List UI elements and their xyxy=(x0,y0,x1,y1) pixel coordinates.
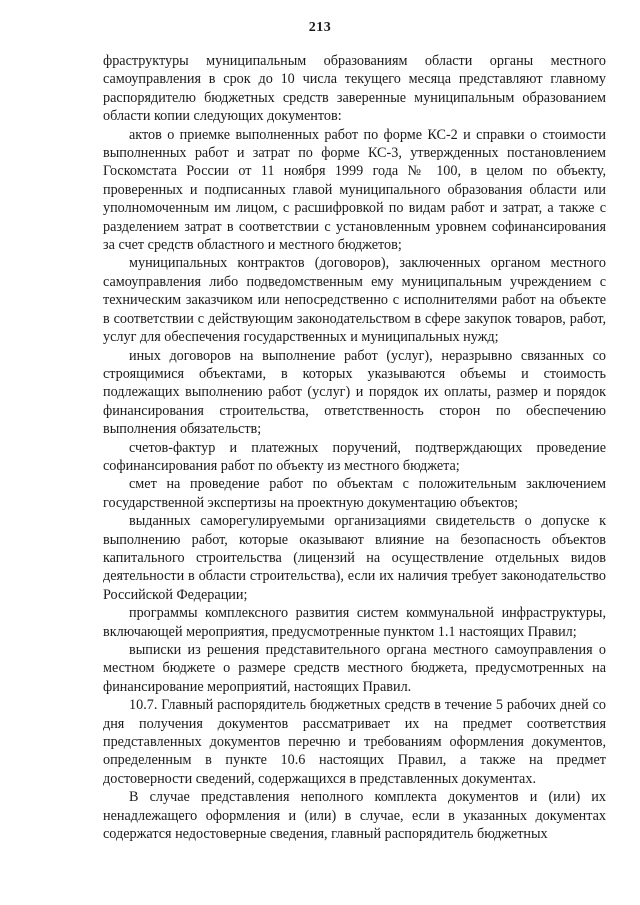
paragraph-10-7: 10.7. Главный распорядитель бюджетных средств в течение 5 рабочих дней со дня получения документов рассматривает их на предмет соответствия представленных документов перечню и требованиям оформления документов, определенным в пункте 10.6 настоящих Правил, а также на предмет достоверности сведений, содержащихся в представленных документах. xyxy=(103,697,606,787)
paragraph-acts-ks2: актов о приемке выполненных работ по форме КС-2 и справки о стоимости выполненных работ и затрат по форме КС-3, утвержденных постановлением Госкомстата России от 11 ноября 1999 года № 100, в целом по объекту, проверенных и подписанных главой муниципального образования области или уполномоченным им лицом, с расшифровкой по видам работ и затрат, а также с разделением затрат в соответствии с установленным уровнем софинансирования за счет средств областного и местного бюджетов; xyxy=(103,126,606,254)
paragraph-other-contracts: иных договоров на выполнение работ (услуг), неразрывно связанных со строящимися объектами, в которых указываются объемы и стоимость подлежащих выполнению работ (услуг) и порядок их оплаты, размер и порядок финансирования строительства, ответственность сторон по обеспечению выполнения обязательств; xyxy=(103,347,606,438)
paragraph-estimates: смет на проведение работ по объектам с положительным заключением государственной экспертизы на проектную документацию объектов; xyxy=(103,476,606,511)
paragraph-municipal-contracts: муниципальных контрактов (договоров), заключенных органом местного самоуправления либо подведомственным ему муниципальным учреждением с техническим заказчиком или непосредственно с исполнителями работ на объекте в соответствии с действующим законодательством в сфере закупок товаров, работ, услуг для обеспечения государственных и муниципальных нужд; xyxy=(103,255,606,346)
paragraph-programs: программы комплексного развития систем коммунальной инфраструктуры, включающей мероприятия, предусмотренные пунктом 1.1 настоящих Правил; xyxy=(103,605,606,640)
paragraph-certificates: выданных саморегулируемыми организациями свидетельств о допуске к выполнению работ, которые оказывают влияние на безопасность объектов капитального строительства (лицензий на осуществление отдельных видов деятельности в области строительства), если их наличия требует законодательство Российской Федерации; xyxy=(103,513,606,603)
document-body xyxy=(103,52,606,843)
paragraph-incomplete-documents: В случае представления неполного комплекта документов и (или) их ненадлежащего оформления и (или) в случае, если в указанных документах содержатся недостоверные сведения, главный распорядитель бюджетных xyxy=(103,789,606,843)
paragraph-extracts: выписки из решения представительного органа местного самоуправления о местном бюджете о размере средств местного бюджета, предусмотренных на финансирование мероприятий, настоящих Правил. xyxy=(103,642,606,695)
paragraph-invoices: счетов-фактур и платежных поручений, подтверждающих проведение софинансирования работ по объекту из местного бюджета; xyxy=(103,439,606,474)
paragraph-continuation: фраструктуры муниципальным образованиям области органы местного самоуправления в срок до 10 числа текущего месяца представляют главному распорядителю бюджетных средств заверенные муниципальным образованием области копии следующих документов: xyxy=(103,53,606,125)
page-number: 213 xyxy=(308,20,332,35)
